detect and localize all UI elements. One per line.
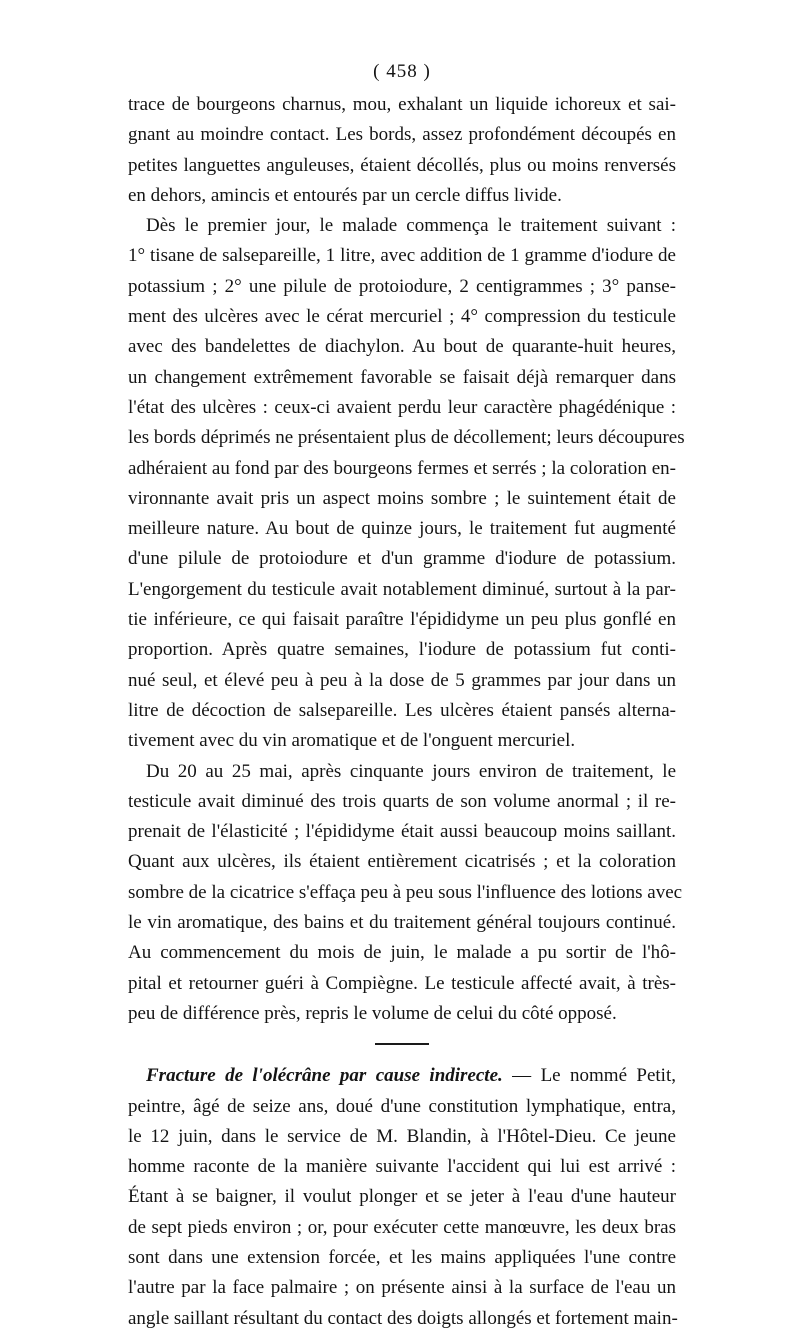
text-line: un changement extrêmement favorable se faisait déjà remarquer dans bbox=[128, 366, 676, 388]
text-line: pital et retourner guéri à Compiègne. Le testicule affecté avait, à très- bbox=[128, 972, 676, 994]
text-line: litre de décoction de salsepareille. Les ulcères étaient pansés alterna- bbox=[128, 699, 676, 721]
text-line: l'état des ulcères : ceux-ci avaient perdu leur caractère phagédénique : bbox=[128, 396, 676, 418]
text-line: nué seul, et élevé peu à peu à la dose de 5 grammes par jour dans un bbox=[128, 669, 676, 691]
text-line: proportion. Après quatre semaines, l'iodure de potassium fut conti- bbox=[128, 639, 676, 661]
text-line: petites languettes anguleuses, étaient décollés, plus ou moins renversés bbox=[128, 154, 676, 176]
paragraph-ulcer-description bbox=[128, 90, 676, 211]
text-line: Quant aux ulcères, ils étaient entièrement cicatrisés ; et la coloration bbox=[128, 851, 676, 873]
section-intro-text: — Le nommé Petit, bbox=[502, 1065, 676, 1087]
text-line: Étant à se baigner, il voulut plonger et se jeter à l'eau d'une hauteur bbox=[128, 1186, 676, 1208]
text-line: testicule avait diminué des trois quarts de son volume anormal ; il re- bbox=[128, 790, 676, 812]
text-line: ment des ulcères avec le cérat mercuriel ; 4° compression du testicule bbox=[128, 306, 676, 328]
section-divider bbox=[375, 1043, 429, 1045]
text-line: potassium ; 2° une pilule de protoiodure, 2 centigrammes ; 3° panse- bbox=[128, 275, 676, 297]
paragraph-treatment bbox=[128, 211, 685, 756]
text-line: avec des bandelettes de diachylon. Au bout de quarante-huit heures, bbox=[128, 336, 676, 358]
text-line: l'autre par la face palmaire ; on présente ainsi à la surface de l'eau un bbox=[128, 1277, 676, 1299]
text-line: d'une pilule de protoiodure et d'un gramme d'iodure de potassium. bbox=[128, 548, 676, 570]
text-line: sombre de la cicatrice s'effaça peu à peu sous l'influence des lotions avec bbox=[128, 881, 683, 903]
text-line: angle saillant résultant du contact des doigts allongés et fortement main- bbox=[128, 1307, 678, 1329]
text-line: de sept pieds environ ; or, pour exécuter cette manœuvre, les deux bras bbox=[128, 1216, 676, 1238]
page-number: ( 458 ) bbox=[373, 61, 431, 82]
text-line: L'engorgement du testicule avait notablement diminué, surtout à la par- bbox=[128, 578, 676, 600]
text-line: 1° tisane de salsepareille, 1 litre, avec addition de 1 gramme d'iodure de bbox=[128, 245, 676, 267]
text-line: vironnante avait pris un aspect moins sombre ; le suintement était de bbox=[128, 487, 676, 509]
book-page bbox=[128, 58, 685, 1334]
text-line: les bords déprimés ne présentaient plus de décollement; leurs découpures bbox=[128, 427, 685, 449]
text-line bbox=[128, 1061, 676, 1091]
text-line: en dehors, amincis et entourés par un cercle diffus livide. bbox=[128, 184, 562, 206]
text-line: trace de bourgeons charnus, mou, exhalant un liquide ichoreux et sai- bbox=[128, 94, 676, 115]
text-line: adhéraient au fond par des bourgeons fermes et serrés ; la coloration en- bbox=[128, 457, 676, 479]
text-line: tivement avec du vin aromatique et de l'onguent mercuriel. bbox=[128, 730, 576, 752]
text-line: Dès le premier jour, le malade commença le traitement suivant : bbox=[146, 215, 676, 237]
text-line: le 12 juin, dans le service de M. Blandin, à l'Hôtel-Dieu. Ce jeune bbox=[128, 1125, 676, 1147]
text-line: gnant au moindre contact. Les bords, assez profondément découpés en bbox=[128, 124, 676, 146]
text-line: peu de différence près, repris le volume de celui du côté opposé. bbox=[128, 1002, 617, 1024]
section-title: Fracture de l'olécrâne par cause indirecte. bbox=[146, 1065, 503, 1087]
text-line: tie inférieure, ce qui faisait paraître l'épididyme un peu plus gonflé en bbox=[128, 609, 676, 631]
paragraph-outcome bbox=[128, 757, 683, 1030]
text-line: sont dans une extension forcée, et les mains appliquées l'une contre bbox=[128, 1246, 676, 1268]
text-line: Du 20 au 25 mai, après cinquante jours environ de traitement, le bbox=[146, 760, 676, 782]
text-line: prenait de l'élasticité ; l'épididyme était aussi beaucoup moins saillant. bbox=[128, 821, 676, 843]
text-line: Au commencement du mois de juin, le malade a pu sortir de l'hô- bbox=[128, 942, 676, 964]
text-line: peintre, âgé de seize ans, doué d'une constitution lymphatique, entra, bbox=[128, 1095, 676, 1117]
text-line: le vin aromatique, des bains et du traitement général toujours continué. bbox=[128, 912, 676, 934]
text-line: homme raconte de la manière suivante l'accident qui lui est arrivé : bbox=[128, 1156, 676, 1178]
paragraph-olecranon-fracture bbox=[128, 1061, 676, 1334]
text-line: meilleure nature. Au bout de quinze jours, le traitement fut augmenté bbox=[128, 518, 676, 540]
